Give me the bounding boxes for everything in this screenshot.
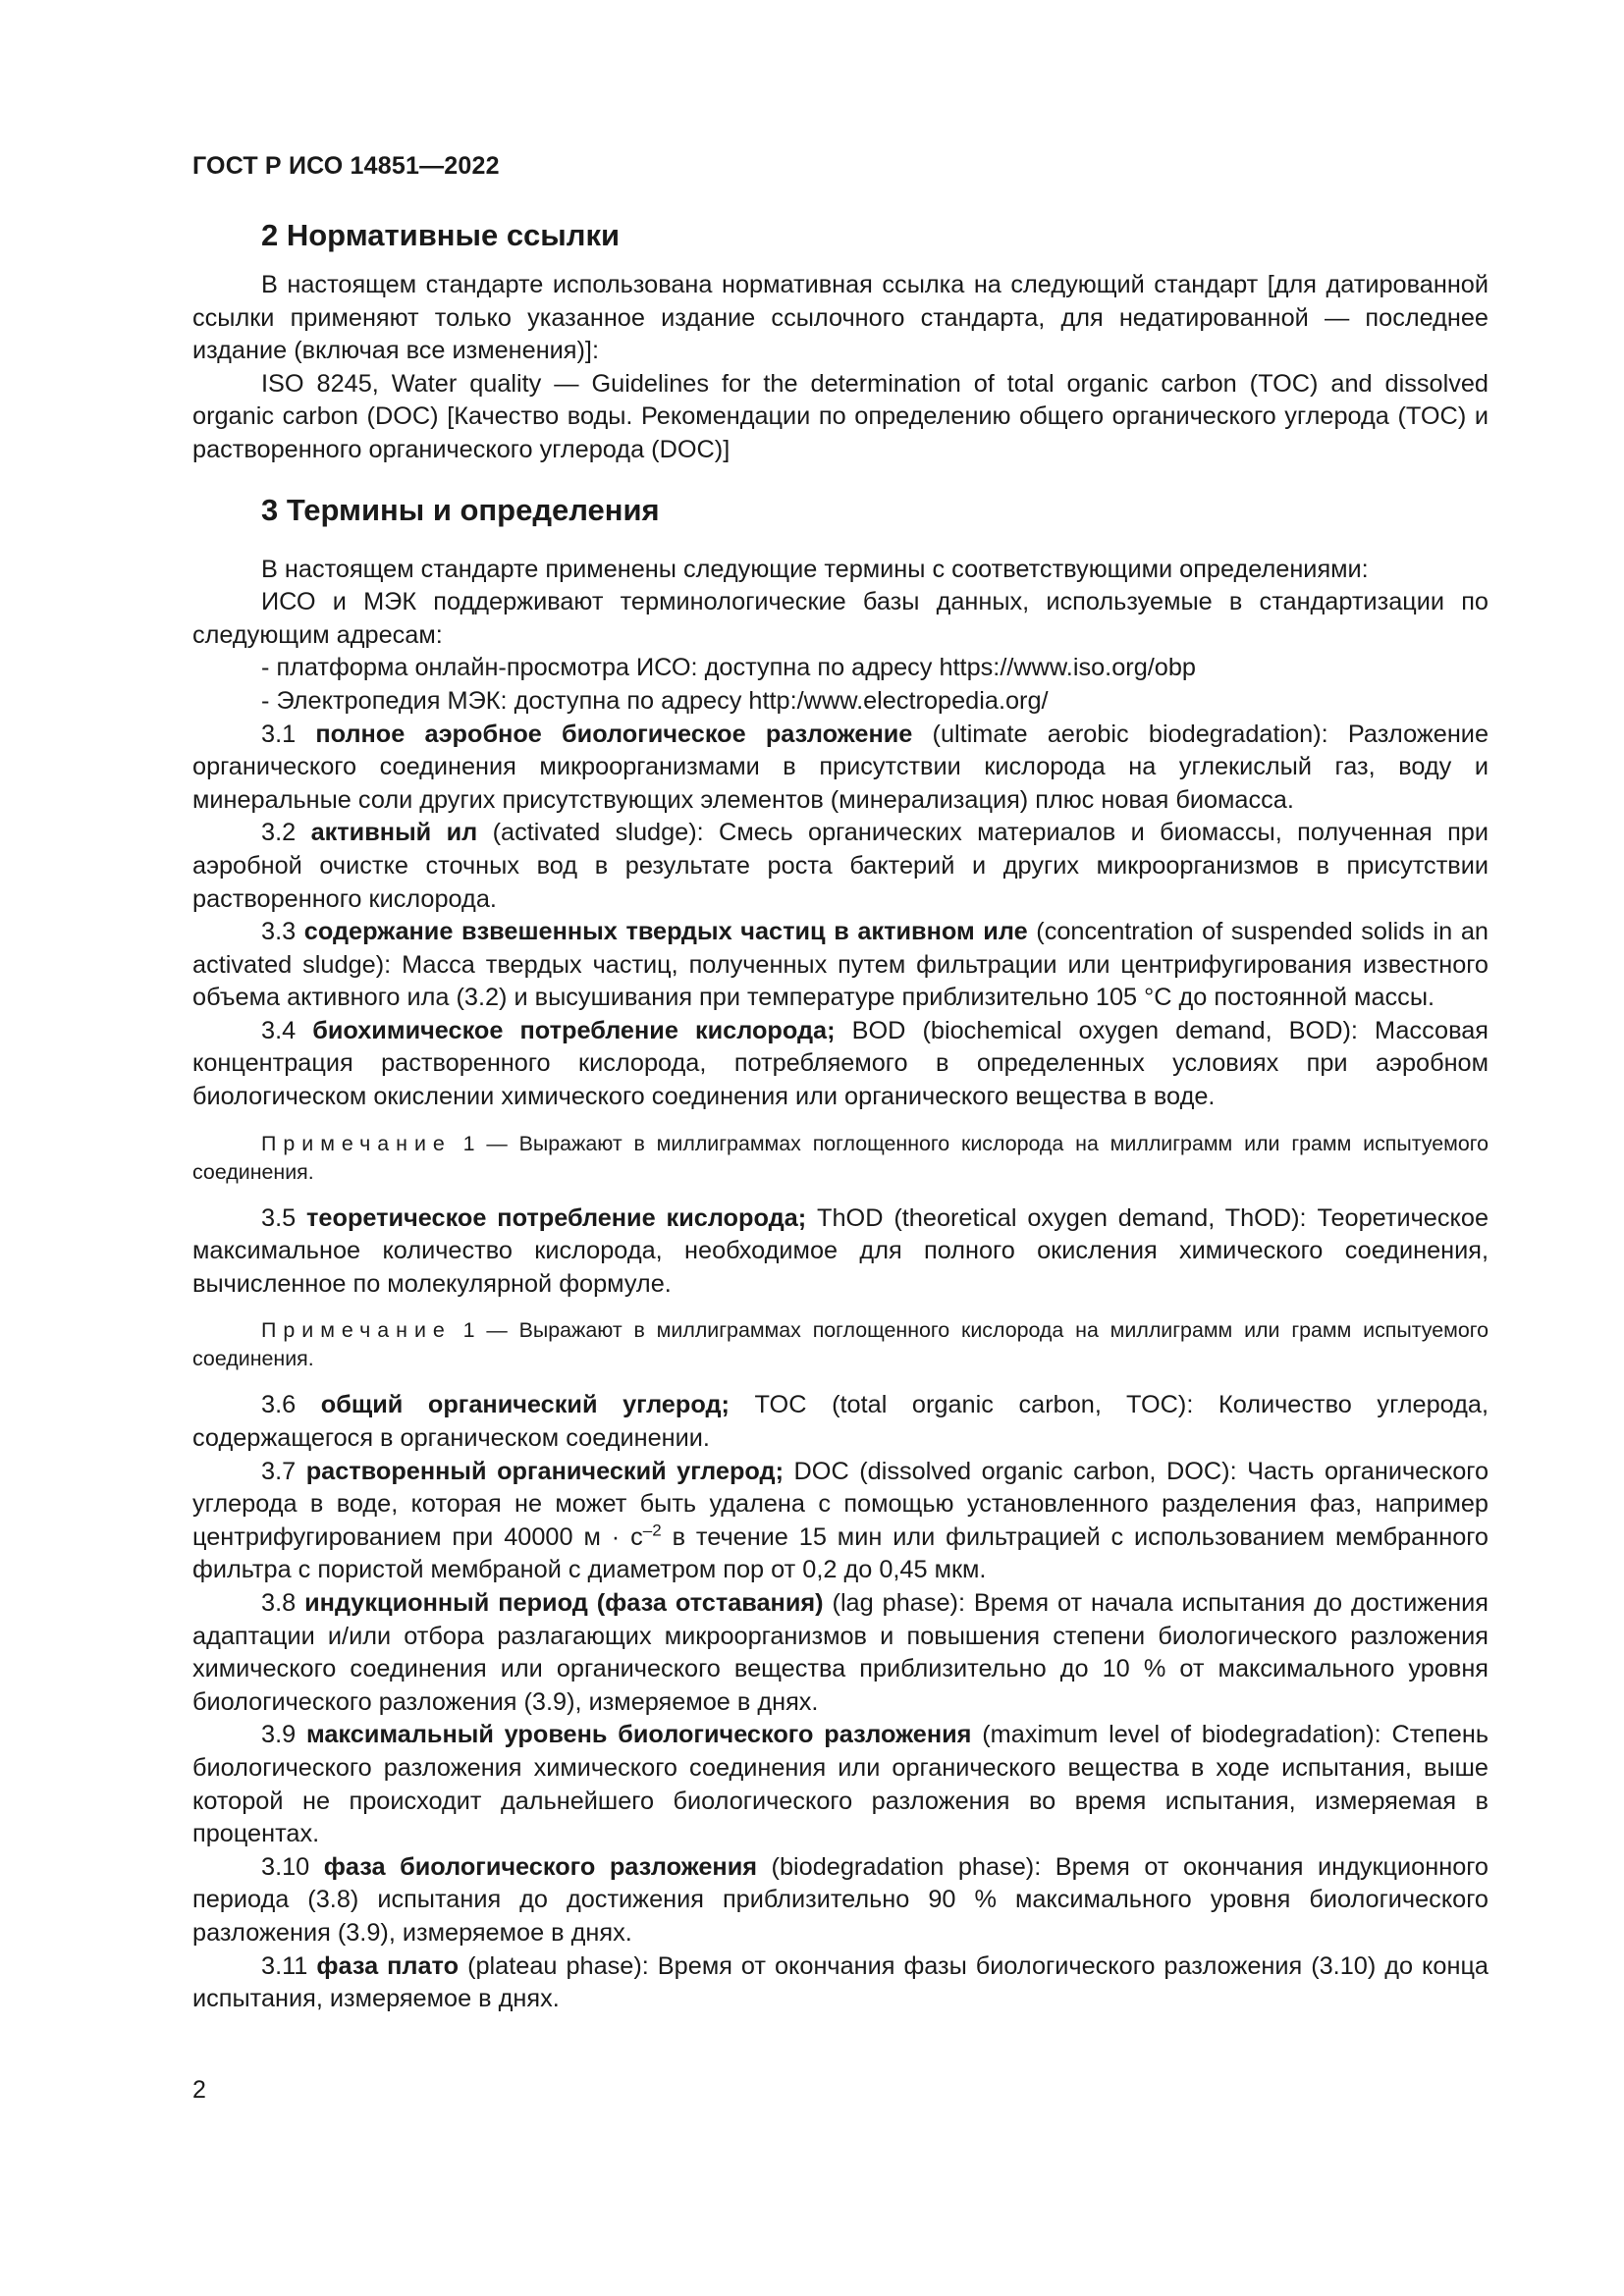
note-label: Примечание [261, 1318, 452, 1343]
section-2-reference: ISO 8245, Water quality — Guidelines for the determination of total organic carbon (TOC) and dissolved organic carbon (DOC) [Качество воды. Рекомендации по определению общего органического углерода (TOC) и растворенного органического углерода (DOC)] [192, 369, 1489, 463]
term-name: биохимическое потребление кислорода; [312, 1016, 836, 1044]
term-number: 3.7 [261, 1457, 297, 1485]
note-3-5 [192, 1316, 1489, 1373]
document-header: ГОСТ Р ИСО 14851—2022 [192, 152, 500, 180]
term-name: фаза плато [316, 1951, 460, 1980]
term-number: 3.8 [261, 1589, 297, 1617]
term-definition: (maximum level of biodegradation): Степень биологического разложения химического соединения или органического вещества в ходе испытания, выше которой не происходит дальнейшего биологического разложения во время испытания, измеряемая в процентах. [192, 1721, 1489, 1848]
section-3-intro-2: ИСО и МЭК поддерживают терминологические базы данных, используемые в стандартизации по следующим адресам: [192, 588, 1489, 649]
term-definition: (lag phase): Время от начала испытания до достижения адаптации и/или отбора разлагающих микроорганизмов и повышения степени биологического разложения химического соединения или органического вещества приблизительно до 10 % от максимального уровня биологического разложения (3.9), измеряемое в днях. [192, 1589, 1489, 1716]
note-3-4 [192, 1130, 1489, 1187]
term-number: 3.5 [261, 1203, 297, 1232]
term-name: содержание взвешенных твердых частиц в активном иле [303, 918, 1028, 946]
term-3-11 [192, 1950, 1489, 2016]
term-3-10 [192, 1851, 1489, 1950]
term-number: 3.4 [261, 1016, 297, 1044]
section-3-intro: В настоящем стандарте применены следующие термины с соответствующими определениями: [261, 555, 1369, 583]
term-name: максимальный уровень биологического разложения [305, 1721, 972, 1749]
section-3-heading: 3 Термины и определения [261, 492, 660, 527]
note-text: 1 — Выражают в миллиграммах поглощенного кислорода на миллиграмм или грамм испытуемого соединения. [192, 1131, 1489, 1184]
term-number: 3.6 [261, 1391, 297, 1419]
term-definition: BOD (biochemical oxygen demand, BOD): Массовая концентрация растворенного кислорода, потребляемого в определенных условиях при аэробном биологическом окислении химического соединения или органического вещества в воде. [192, 1016, 1489, 1111]
term-number: 3.10 [261, 1852, 310, 1881]
term-number: 3.9 [261, 1721, 297, 1749]
document-body [192, 216, 1489, 2016]
term-name: активный ил [310, 819, 478, 847]
term-3-8 [192, 1587, 1489, 1719]
note-label: Примечание [261, 1131, 452, 1155]
section-2-heading: 2 Нормативные ссылки [261, 218, 621, 252]
bullet-electropedia: - Электропедия МЭК: доступна по адресу http:/www.electropedia.org/ [261, 686, 1049, 715]
term-definition: (activated sludge): Смесь органических материалов и биомассы, полученная при аэробной очистке сточных вод в результате роста бактерий и других микроорганизмов в присутствии растворенного кислорода. [192, 819, 1489, 913]
term-definition: (ultimate aerobic biodegradation): Разложение органического соединения микроорганизмами в присутствии кислорода на углекислый газ, воду и минеральные соли других присутствующих элементов (минерализация) плюс новая биомасса. [192, 720, 1489, 814]
section-2-paragraph: В настоящем стандарте использована нормативная ссылка на следующий стандарт [для датированной ссылки применяют только указанное издание ссылочного стандарта, для недатированной — последнее издание (включая все изменения)]: [192, 271, 1489, 365]
term-number: 3.11 [261, 1951, 308, 1980]
term-definition: DOC (dissolved organic carbon, DOC): Часть органического углерода в воде, которая не может быть удалена с помощью установленного разделения фаз, например центрифугированием при 40000 м · с [192, 1457, 1489, 1551]
bullet-iso-obp: - платформа онлайн-просмотра ИСО: доступна по адресу https://www.iso.org/obp [261, 654, 1196, 682]
term-number: 3.1 [261, 720, 297, 748]
term-definition: (plateau phase): Время от окончания фазы биологического разложения (3.10) до конца испытания, измеряемое в днях. [192, 1951, 1489, 2013]
term-definition: (biodegradation phase): Время от окончания индукционного периода (3.8) испытания до достижения приблизительно 90 % максимального уровня биологического разложения (3.9), измеряемое в днях. [192, 1852, 1489, 1947]
note-text: 1 — Выражают в миллиграммах поглощенного кислорода на миллиграмм или грамм испытуемого соединения. [192, 1318, 1489, 1371]
term-name: индукционный период (фаза отставания) [304, 1589, 824, 1617]
term-3-1 [192, 719, 1489, 818]
term-3-7 [192, 1456, 1489, 1587]
term-number: 3.2 [261, 819, 297, 847]
term-name: теоретическое потребление кислорода; [306, 1203, 807, 1232]
term-name: растворенный органический углерод; [305, 1457, 784, 1485]
term-name: полное аэробное биологическое разложение [315, 720, 913, 748]
term-3-2 [192, 817, 1489, 916]
term-3-6 [192, 1389, 1489, 1455]
term-name: общий органический углерод; [320, 1391, 730, 1419]
term-definition-cont: в течение 15 мин или фильтрацией с использованием мембранного фильтра с пористой мембраной с диаметром пор от 0,2 до 0,45 мкм. [192, 1522, 1489, 1584]
term-definition: ThOD (theoretical oxygen demand, ThOD): Теоретическое максимальное количество кислорода, необходимое для полного окисления химического соединения, вычисленное по молекулярной формуле. [192, 1203, 1489, 1298]
page-number: 2 [192, 2076, 206, 2104]
term-definition: TOC (total organic carbon, TOC): Количество углерода, содержащегося в органическом соединении. [192, 1391, 1489, 1453]
term-name: фаза биологического разложения [323, 1852, 758, 1881]
term-3-4 [192, 1015, 1489, 1114]
term-number: 3.3 [261, 918, 297, 946]
term-3-5 [192, 1202, 1489, 1302]
term-3-3 [192, 916, 1489, 1015]
term-3-9 [192, 1719, 1489, 1850]
term-definition: (concentration of suspended solids in an activated sludge): Масса твердых частиц, полученных путем фильтрации или центрифугирования известного объема активного ила (3.2) и высушивания при температуре приблизительно 105 °С до постоянной массы. [192, 918, 1489, 1012]
superscript-exponent: –2 [642, 1521, 662, 1540]
